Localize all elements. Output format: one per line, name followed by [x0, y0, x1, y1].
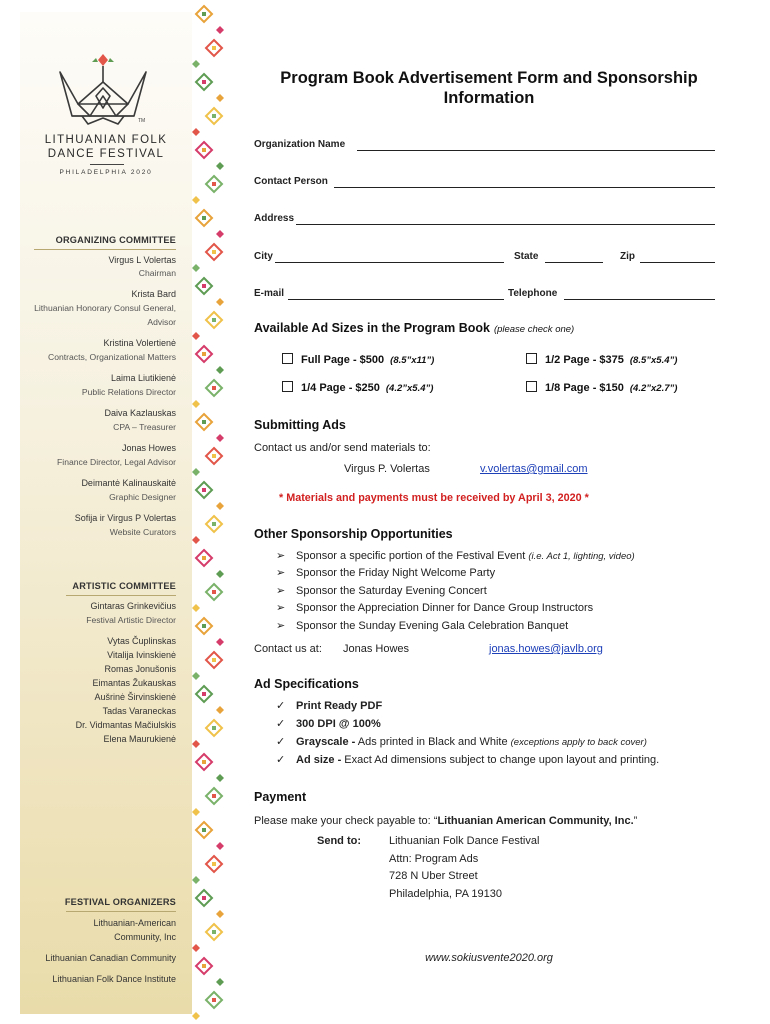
- organizer-name: Lithuanian Folk Dance Institute: [52, 974, 176, 984]
- folk-motif: [192, 992, 222, 1020]
- member-name: Laima Liutikienė: [110, 373, 176, 383]
- member-role: Festival Artistic Director: [86, 615, 176, 625]
- member-role: Contracts, Organizational Matters: [47, 352, 176, 362]
- member-role: Public Relations Director: [81, 387, 176, 397]
- folk-motif: [192, 380, 222, 408]
- folk-motif: [196, 686, 224, 714]
- option-label: 1/8 Page - $150: [545, 382, 624, 394]
- submission-contact-name: Virgus P. Volertas: [344, 463, 430, 475]
- item-bold: 300 DPI @ 100%: [296, 718, 381, 730]
- city-state-zip-row: [254, 251, 716, 265]
- zip-fill-line[interactable]: [640, 262, 715, 263]
- payment-instructions: [254, 815, 637, 827]
- item-note: (exceptions apply to back cover): [510, 737, 647, 748]
- mailing-address-line: Attn: Program Ads: [389, 853, 479, 865]
- checkbox[interactable]: [282, 353, 293, 364]
- sidebar: [20, 12, 192, 1014]
- email-fill-line[interactable]: [288, 299, 504, 300]
- organizing-committee-title: ORGANIZING COMMITTEE: [55, 235, 176, 245]
- checkbox[interactable]: [526, 381, 537, 392]
- divider: [90, 164, 124, 165]
- send-to-label: Send to:: [317, 835, 361, 847]
- arrow-bullet-icon: ➢: [276, 585, 286, 597]
- folk-motif: [196, 74, 224, 102]
- item-text: Sponsor the Saturday Evening Concert: [296, 585, 487, 597]
- folk-motif: [192, 924, 222, 952]
- page-title: Program Book Advertisement Form and Sponsorship Information: [280, 69, 698, 107]
- list-item: [276, 753, 659, 766]
- folk-pattern-border: [190, 0, 232, 1024]
- checkmark-icon: ✓: [276, 718, 286, 730]
- list-item: [276, 566, 495, 579]
- member-role: Website Curators: [109, 527, 176, 537]
- folk-motif: [196, 890, 224, 918]
- option-label: Full Page - $500: [301, 354, 385, 366]
- ad-form: [254, 0, 734, 1024]
- folk-motif: [196, 346, 224, 374]
- member-role: Lithuanian Honorary Consul General,: [34, 303, 176, 313]
- sponsorship-heading: Other Sponsorship Opportunities: [254, 527, 453, 541]
- ad-specifications-heading: Ad Specifications: [254, 677, 359, 691]
- member-name: Elena Maurukienė: [103, 734, 176, 744]
- folk-motif: [192, 176, 222, 204]
- ad-size-option-eighth-page[interactable]: [526, 381, 677, 394]
- festival-name-line-1: LITHUANIAN FOLK: [44, 134, 168, 146]
- list-item: [276, 584, 487, 597]
- folk-motif: [192, 312, 222, 340]
- ad-size-option-quarter-page[interactable]: [282, 381, 433, 394]
- member-name: Sofija ir Virgus P Volertas: [74, 513, 176, 523]
- field-label: Contact Person: [254, 176, 328, 187]
- festival-location: PHILADELPHIA 2020: [59, 169, 153, 176]
- list-item: [276, 601, 593, 614]
- folk-motif: [192, 584, 222, 612]
- telephone-fill-line[interactable]: [564, 299, 715, 300]
- option-dimensions: (8.5”x11”): [390, 355, 435, 366]
- svg-text:TM: TM: [138, 118, 146, 124]
- list-item: [276, 699, 382, 712]
- field-label: Zip: [620, 251, 635, 262]
- folk-motif: [192, 720, 222, 748]
- arrow-bullet-icon: ➢: [276, 620, 286, 632]
- member-role: Graphic Designer: [109, 492, 176, 502]
- fill-line[interactable]: [334, 187, 715, 188]
- payment-intro-end: ”: [633, 815, 638, 827]
- folk-motif: [192, 448, 222, 476]
- item-text: Exact Ad dimensions subject to change upon layout and printing.: [341, 754, 660, 766]
- field-label: Telephone: [508, 288, 558, 299]
- member-name: Aušrinė Širvinskienė: [94, 692, 176, 702]
- ad-size-option-half-page[interactable]: [526, 353, 677, 366]
- folk-motif: [192, 516, 222, 544]
- item-text: Sponsor the Sunday Evening Gala Celebration Banquet: [296, 620, 569, 632]
- submitting-intro: Contact us and/or send materials to:: [254, 442, 431, 454]
- organizer-name: Lithuanian-American: [93, 918, 176, 928]
- ad-size-option-full-page[interactable]: [282, 353, 434, 366]
- folk-motif: [196, 482, 224, 510]
- payment-intro: Please make your check payable to: “: [254, 815, 438, 827]
- list-item: [276, 619, 568, 632]
- field-label: City: [254, 251, 273, 262]
- folk-motif: [196, 414, 224, 442]
- folk-motif: [196, 6, 224, 34]
- member-name: Tadas Varaneckas: [102, 706, 176, 716]
- member-name: Kristina Volertienė: [103, 338, 176, 348]
- option-dimensions: (4.2”x5.4”): [385, 383, 434, 394]
- payee-name: Lithuanian American Community, Inc.: [437, 815, 634, 827]
- artistic-committee-title: ARTISTIC COMMITTEE: [72, 581, 176, 591]
- festival-crown-logo: [48, 52, 158, 132]
- heading-text: Available Ad Sizes in the Program Book: [254, 321, 490, 335]
- field-label: E-mail: [254, 288, 285, 299]
- member-role: CPA – Treasurer: [113, 422, 176, 432]
- folk-motif: [196, 210, 224, 238]
- folk-motif: [192, 856, 222, 884]
- field-label: State: [514, 251, 539, 262]
- submission-email-link[interactable]: v.volertas@gmail.com: [480, 463, 588, 475]
- list-item: [276, 735, 647, 748]
- member-name: Dr. Vidmantas Mačiulskis: [75, 720, 176, 730]
- option-dimensions: (8.5”x5.4”): [629, 355, 678, 366]
- website-url[interactable]: www.sokiusvente2020.org: [425, 952, 553, 964]
- folk-motif: [196, 754, 224, 782]
- member-name: Krista Bard: [131, 289, 176, 299]
- list-item: [276, 717, 381, 730]
- folk-motif: [192, 108, 222, 136]
- checkmark-icon: ✓: [276, 700, 286, 712]
- folk-motif: [192, 40, 222, 68]
- item-text: Sponsor the Friday Night Welcome Party: [296, 567, 496, 579]
- member-role: Advisor: [147, 317, 176, 327]
- state-fill-line[interactable]: [545, 262, 603, 263]
- field-label: Organization Name: [254, 139, 346, 150]
- member-name: Deimantė Kalinauskaitė: [81, 478, 176, 488]
- list-item: [276, 549, 635, 562]
- item-bold: Grayscale -: [296, 736, 356, 748]
- folk-motif: [196, 278, 224, 306]
- item-text: Sponsor the Appreciation Dinner for Dance Group Instructors: [296, 602, 594, 614]
- email-telephone-row: [254, 288, 716, 302]
- submitting-ads-heading: Submitting Ads: [254, 418, 346, 432]
- member-role: Chairman: [138, 268, 176, 278]
- checkmark-icon: ✓: [276, 754, 286, 766]
- item-bold: Print Ready PDF: [296, 700, 383, 712]
- heading-note: (please check one): [493, 324, 575, 335]
- mailing-address-line: Lithuanian Folk Dance Festival: [389, 835, 540, 847]
- festival-organizers-title: FESTIVAL ORGANIZERS: [64, 897, 176, 907]
- fill-line[interactable]: [357, 150, 715, 151]
- ad-sizes-heading: [254, 321, 574, 335]
- checkmark-icon: ✓: [276, 736, 286, 748]
- divider: [66, 595, 176, 596]
- member-name: Daiva Kazlauskas: [104, 408, 176, 418]
- folk-motif: [196, 550, 224, 578]
- arrow-bullet-icon: ➢: [276, 550, 286, 562]
- festival-name-line-2: DANCE FESTIVAL: [47, 148, 165, 160]
- sponsorship-contact-label: Contact us at:: [254, 643, 322, 655]
- organizer-name: Community, Inc: [114, 932, 176, 942]
- sponsorship-contact-name: Jonas Howes: [343, 643, 410, 655]
- checkbox[interactable]: [282, 381, 293, 392]
- address-field[interactable]: [254, 213, 716, 227]
- field-label: Address: [254, 213, 295, 224]
- payment-heading: Payment: [254, 790, 307, 804]
- member-name: Vitalija Ivinskienė: [107, 650, 176, 660]
- member-role: Finance Director, Legal Advisor: [57, 457, 176, 467]
- arrow-bullet-icon: ➢: [276, 602, 286, 614]
- folk-motif: [192, 788, 222, 816]
- contact-person-field[interactable]: [254, 176, 716, 190]
- item-text: Sponsor a specific portion of the Festival Event: [296, 550, 526, 562]
- member-name: Vytas Čuplinskas: [107, 636, 176, 646]
- folk-motif: [196, 958, 224, 986]
- folk-motif: [196, 618, 224, 646]
- arrow-bullet-icon: ➢: [276, 567, 286, 579]
- divider: [34, 249, 176, 250]
- mailing-address-line: 728 N Uber Street: [389, 870, 478, 882]
- checkbox[interactable]: [526, 353, 537, 364]
- option-label: 1/2 Page - $375: [545, 354, 624, 366]
- item-bold: Ad size -: [296, 754, 342, 766]
- item-text: Ads printed in Black and White: [355, 736, 511, 748]
- member-name: Gintaras Grinkevičius: [90, 601, 176, 611]
- divider: [66, 911, 176, 912]
- item-note: (i.e. Act 1, lighting, video): [528, 551, 635, 562]
- sponsorship-email-link[interactable]: jonas.howes@javlb.org: [489, 643, 603, 655]
- option-label: 1/4 Page - $250: [301, 382, 380, 394]
- fill-line[interactable]: [296, 224, 715, 225]
- organization-name-field[interactable]: [254, 139, 716, 153]
- folk-motif: [196, 142, 224, 170]
- mailing-address-line: Philadelphia, PA 19130: [389, 888, 502, 900]
- member-name: Jonas Howes: [121, 443, 176, 453]
- city-fill-line[interactable]: [275, 262, 504, 263]
- folk-motif: [192, 652, 222, 680]
- folk-motif: [196, 822, 224, 850]
- member-name: Romas Jonušonis: [104, 664, 176, 674]
- folk-motif: [192, 244, 222, 272]
- option-dimensions: (4.2”x2.7”): [629, 383, 678, 394]
- organizer-name: Lithuanian Canadian Community: [45, 953, 176, 963]
- member-name: Eimantas Žukauskas: [92, 678, 176, 688]
- member-name: Virgus L Volertas: [108, 255, 176, 265]
- deadline-notice: * Materials and payments must be received by April 3, 2020 *: [279, 492, 589, 504]
